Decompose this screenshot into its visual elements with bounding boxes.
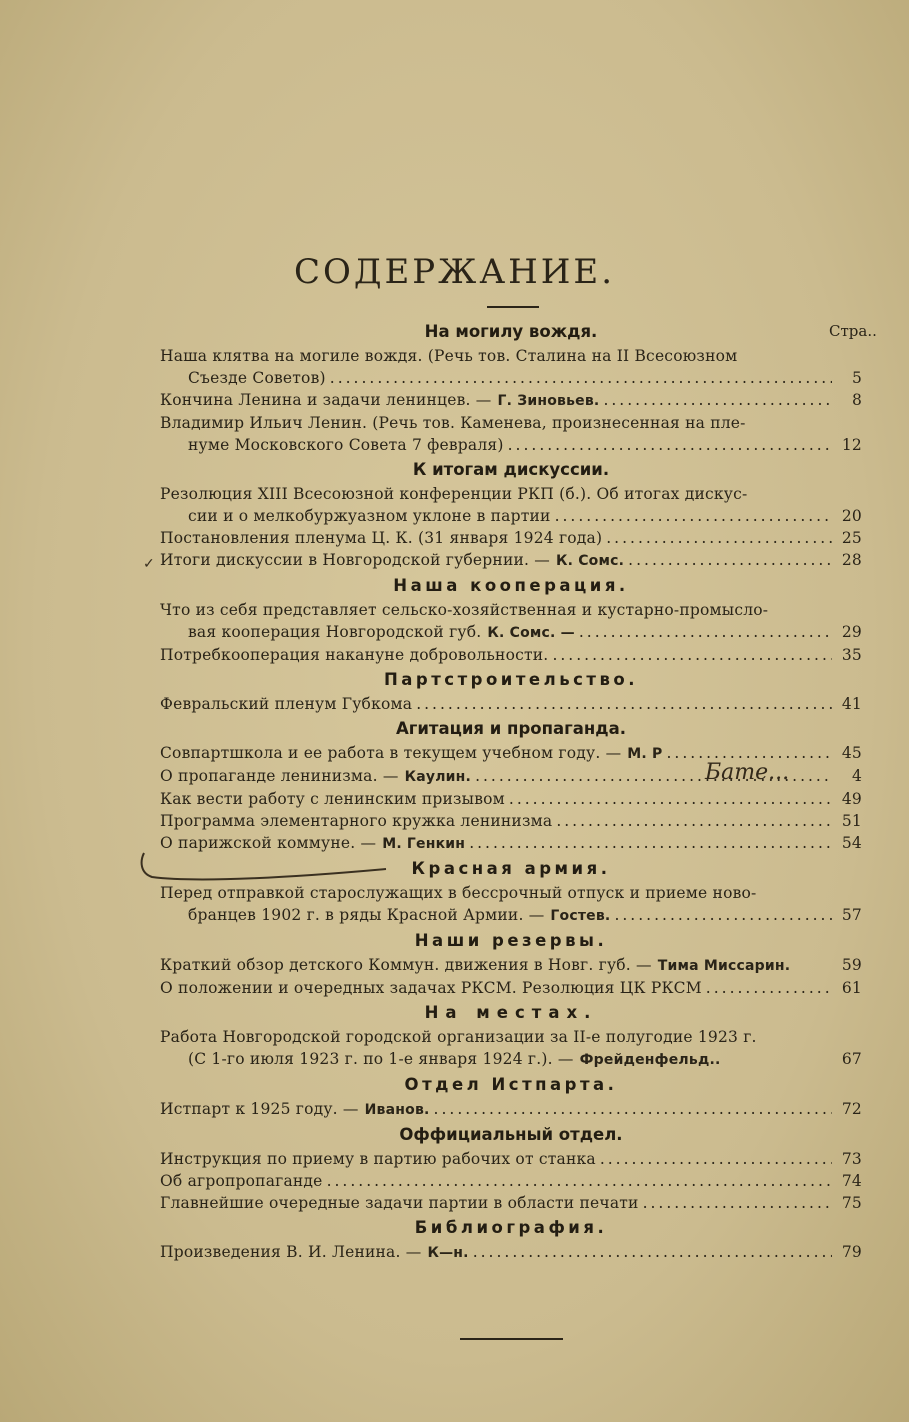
toc-entry	[160, 1241, 862, 1264]
page-number: 45	[841, 744, 862, 762]
entry-title-line: Февральский пленум Губкома	[160, 695, 413, 713]
bottom-divider	[460, 1338, 563, 1340]
toc-entry	[160, 788, 862, 810]
entry-title-line: сии и о мелкобуржуазном уклоне в партии	[188, 507, 551, 525]
title-divider	[487, 306, 539, 308]
entry-title-line: Совпартшкола и ее работа в текущем учебном году. —	[160, 744, 622, 762]
toc-entry	[160, 693, 862, 715]
entry-title-line: О парижской коммуне. —	[160, 834, 377, 852]
section-title: Оффициальный отдел.	[399, 1125, 623, 1144]
toc-entry	[160, 977, 862, 999]
table-of-contents	[160, 318, 862, 1264]
entry-title-line: Краткий обзор детского Коммун. движения в Новг. губ. —	[160, 956, 652, 974]
entry-title-line: Главнейшие очередные задачи партии в области печати	[160, 1194, 639, 1212]
toc-entry	[160, 1192, 862, 1214]
page-number: 67	[841, 1050, 862, 1068]
page-number: 20	[841, 507, 862, 525]
entry-title-line: Кончина Ленина и задачи ленинцев. —	[160, 391, 492, 409]
section-title: Наша кооперация.	[393, 576, 629, 595]
page-number: 12	[841, 436, 862, 454]
dot-leader	[508, 434, 832, 456]
entry-title-line: Истпарт к 1925 году. —	[160, 1100, 359, 1118]
page-number: 8	[851, 391, 862, 409]
entry-title-line: Съезде Советов)	[188, 369, 326, 387]
entry-author: Г. Зиновьев.	[497, 393, 600, 409]
toc-entry	[160, 882, 862, 927]
dot-leader	[614, 904, 832, 926]
dot-leader	[600, 1148, 832, 1170]
entry-author: М. Р	[627, 746, 663, 762]
section-title: Библиография.	[414, 1218, 608, 1237]
toc-entry	[160, 644, 862, 666]
page-title: СОДЕРЖАНИЕ.	[293, 252, 616, 292]
dot-leader	[469, 832, 832, 854]
page-number: 79	[841, 1243, 862, 1261]
pencil-bracket-mark	[138, 851, 388, 881]
entry-title-line: Произведения В. И. Ленина. —	[160, 1243, 422, 1261]
entry-author: Гостев.	[550, 908, 611, 924]
page-number: 5	[851, 369, 862, 387]
dot-leader	[416, 693, 832, 715]
pencil-check-mark: ✓	[143, 556, 155, 572]
dot-leader	[555, 505, 832, 527]
toc-entry	[160, 549, 862, 572]
page-number: 72	[841, 1100, 862, 1118]
page-number: 49	[841, 790, 862, 808]
entry-title-line: Потребкооперация накануне добровольности.	[160, 646, 549, 664]
entry-author: К. Сомс.	[555, 553, 625, 569]
page-column-label: Стра..	[829, 322, 877, 340]
entry-author: К. Сомс. —	[487, 625, 575, 641]
toc-entry	[160, 599, 862, 644]
page-number: 73	[841, 1150, 862, 1168]
toc-entry	[160, 954, 862, 977]
page-number: 61	[841, 979, 862, 997]
entry-title-line: Работа Новгородской городской организации за II-е полугодие 1923 г.	[160, 1028, 757, 1046]
toc-entry	[160, 389, 862, 412]
entry-title-line: О положении и очередных задачах РКСМ. Резолюция ЦК РКСМ	[160, 979, 702, 997]
dot-leader	[643, 1192, 832, 1214]
toc-entry	[160, 412, 862, 456]
section-title: Агитация и пропаганда.	[395, 719, 627, 738]
entry-title-line: Наша клятва на могиле вождя. (Речь тов. Сталина на II Всесоюзном	[160, 347, 738, 365]
entry-author: Иванов.	[364, 1102, 430, 1118]
toc-entry	[160, 1098, 862, 1121]
page-number: 35	[841, 646, 862, 664]
toc-entry	[160, 483, 862, 527]
toc-entry	[160, 1148, 862, 1170]
entry-title-line: Перед отправкой старослужащих в бессрочный отпуск и приеме ново-	[160, 884, 757, 902]
page-number: 59	[841, 956, 862, 974]
toc-entry	[160, 810, 862, 832]
dot-leader	[434, 1098, 832, 1120]
entry-title-line: Резолюция XIII Всесоюзной конференции РКП (б.). Об итогах дискус-	[160, 485, 748, 503]
section-title: Наши резервы.	[414, 931, 608, 950]
dot-leader	[579, 621, 832, 643]
entry-author: Фрейденфельд..	[579, 1052, 721, 1068]
page-number: 25	[841, 529, 862, 547]
toc-entry	[160, 1170, 862, 1192]
handwritten-note: Бате...	[705, 760, 790, 785]
entry-author: Каулин.	[404, 769, 472, 785]
dot-leader	[628, 549, 832, 571]
section-title: На местах.	[424, 1003, 598, 1022]
dot-leader	[606, 527, 832, 549]
entry-title-line: Программа элементарного кружка ленинизма	[160, 812, 553, 830]
page-number: 29	[841, 623, 862, 641]
toc-entry	[160, 1026, 862, 1071]
section-title: Отдел Истпарта.	[404, 1075, 618, 1094]
entry-title-line: вая кооперация Новгородской губ.	[188, 623, 482, 641]
dot-leader	[330, 367, 832, 389]
entry-title-line: Как вести работу с ленинским призывом	[160, 790, 505, 808]
entry-author: Тима Миссарин.	[657, 958, 791, 974]
dot-leader	[509, 788, 832, 810]
section-title: К итогам дискуссии.	[412, 460, 610, 479]
entry-title-line: Постановления пленума Ц. К. (31 января 1924 года)	[160, 529, 603, 547]
entry-title-line: Инструкция по приему в партию рабочих от станка	[160, 1150, 596, 1168]
page-number: 4	[851, 767, 862, 785]
page-number: 75	[841, 1194, 862, 1212]
page-number: 51	[841, 812, 862, 830]
page-number: 74	[841, 1172, 862, 1190]
dot-leader	[552, 644, 832, 666]
toc-entry	[160, 527, 862, 549]
section-title: Партстроительство.	[383, 670, 639, 689]
dot-leader	[473, 1241, 832, 1263]
entry-author: К—н.	[427, 1245, 469, 1261]
entry-author: М. Генкин	[382, 836, 466, 852]
section-title: На могилу вождя.	[424, 322, 598, 341]
page-number: 57	[841, 906, 862, 924]
entry-title-line: Владимир Ильич Ленин. (Речь тов. Каменева, произнесенная на пле-	[160, 414, 746, 432]
entry-title-line: Об агропропаганде	[160, 1172, 323, 1190]
entry-title-line: Итоги дискуссии в Новгородской губернии. —	[160, 551, 550, 569]
toc-entry	[160, 345, 862, 389]
section-title: Красная армия.	[411, 859, 611, 878]
dot-leader	[556, 810, 832, 832]
page-number: 28	[841, 551, 862, 569]
dot-leader	[327, 1170, 832, 1192]
entry-title-line: Что из себя представляет сельско-хозяйственная и кустарно-промысло-	[160, 601, 769, 619]
page-number: 41	[841, 695, 862, 713]
entry-title-line: О пропаганде ленинизма. —	[160, 767, 399, 785]
entry-title-line: бранцев 1902 г. в ряды Красной Армии. —	[188, 906, 545, 924]
entry-title-line: (С 1-го июля 1923 г. по 1-е января 1924 г.). —	[188, 1050, 574, 1068]
entry-title-line: нуме Московского Совета 7 февраля)	[188, 436, 504, 454]
dot-leader	[706, 977, 832, 999]
dot-leader	[603, 389, 832, 411]
page-number: 54	[841, 834, 862, 852]
